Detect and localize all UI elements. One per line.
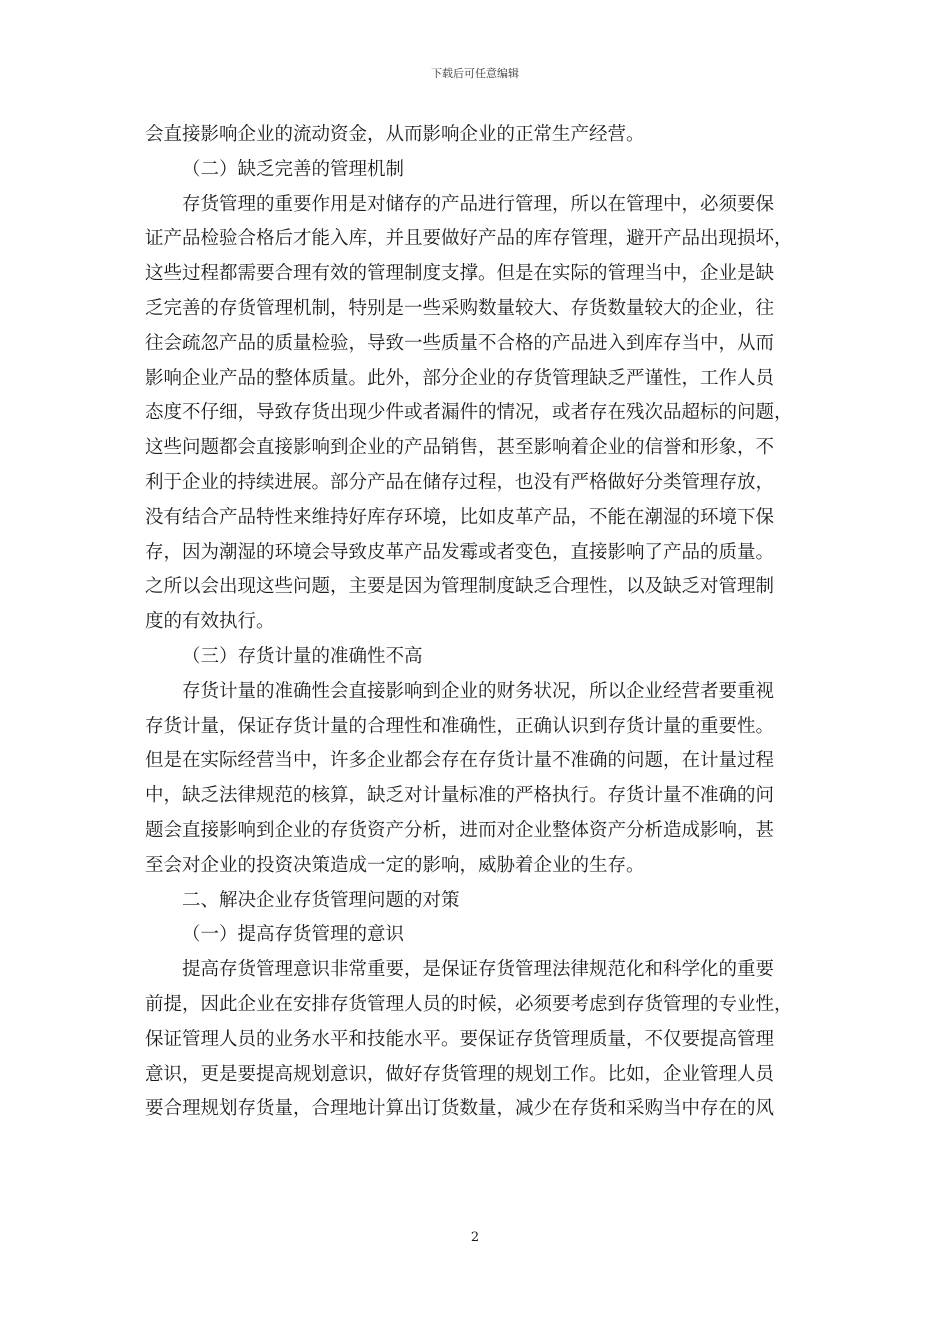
text-line: 意识，更是要提高规划意识，做好存货管理的规划工作。比如，企业管理人员 xyxy=(145,1063,775,1085)
text-line: 前提，因此企业在安排存货管理人员的时候，必须要考虑到存货管理的专业性， xyxy=(145,993,793,1015)
text-line: 存货管理的重要作用是对储存的产品进行管理，所以在管理中，必须要保 xyxy=(182,193,775,215)
text-line: 题会直接影响到企业的存货资产分析，进而对企业整体资产分析造成影响，甚 xyxy=(145,819,775,841)
text-line: 存货计量，保证存货计量的合理性和准确性，正确认识到存货计量的重要性。 xyxy=(145,715,775,737)
text-line: 要合理规划存货量，合理地计算出订货数量，减少在存货和采购当中存在的风 xyxy=(145,1098,775,1120)
text-line: 度的有效执行。 xyxy=(145,611,275,633)
text-line: 往会疏忽产品的质量检验，导致一些质量不合格的产品进入到库存当中，从而 xyxy=(145,332,775,354)
text-line: 保证管理人员的业务水平和技能水平。要保证存货管理质量，不仅要提高管理 xyxy=(145,1028,775,1050)
text-line: 态度不仔细，导致存货出现少件或者漏件的情况，或者存在残次品超标的问题， xyxy=(145,402,793,424)
section-heading: （一）提高存货管理的意识 xyxy=(182,924,405,946)
text-line: 但是在实际经营当中，许多企业都会存在存货计量不准确的问题，在计量过程 xyxy=(145,750,775,772)
text-line: 没有结合产品特性来维持好库存环境，比如皮革产品，不能在潮湿的环境下保 xyxy=(145,506,775,528)
text-line: 存，因为潮湿的环境会导致皮革产品发霉或者变色，直接影响了产品的质量。 xyxy=(145,541,775,563)
chapter-heading: 二、解决企业存货管理问题的对策 xyxy=(182,889,460,911)
text-line: 这些问题都会直接影响到企业的产品销售，甚至影响着企业的信誉和形象，不 xyxy=(145,437,775,459)
text-line: 影响企业产品的整体质量。此外，部分企业的存货管理缺乏严谨性，工作人员 xyxy=(145,367,775,389)
section-heading: （三）存货计量的准确性不高 xyxy=(182,645,423,667)
text-line: 至会对企业的投资决策造成一定的影响，威胁着企业的生存。 xyxy=(145,854,645,876)
text-line: 会直接影响企业的流动资金，从而影响企业的正常生产经营。 xyxy=(145,124,645,145)
section-heading: （二）缺乏完善的管理机制 xyxy=(182,158,405,180)
text-line: 利于企业的持续进展。部分产品在储存过程，也没有严格做好分类管理存放， xyxy=(145,471,775,493)
text-line: 证产品检验合格后才能入库，并且要做好产品的库存管理，避开产品出现损坏， xyxy=(145,228,793,250)
page-header: 下载后可任意编辑 xyxy=(431,67,519,80)
text-line: 提高存货管理意识非常重要，是保证存货管理法律规范化和科学化的重要 xyxy=(182,959,775,981)
text-line: 乏完善的存货管理机制，特别是一些采购数量较大、存货数量较大的企业，往 xyxy=(145,297,775,319)
text-line: 之所以会出现这些问题，主要是因为管理制度缺乏合理性，以及缺乏对管理制 xyxy=(145,576,775,598)
text-line: 存货计量的准确性会直接影响到企业的财务状况，所以企业经营者要重视 xyxy=(182,680,775,702)
text-line: 中，缺乏法律规范的核算，缺乏对计量标准的严格执行。存货计量不准确的问 xyxy=(145,785,775,807)
page-number: 2 xyxy=(470,1230,480,1245)
document-body xyxy=(145,118,810,1127)
text-line: 这些过程都需要合理有效的管理制度支撑。但是在实际的管理当中，企业是缺 xyxy=(145,263,775,285)
